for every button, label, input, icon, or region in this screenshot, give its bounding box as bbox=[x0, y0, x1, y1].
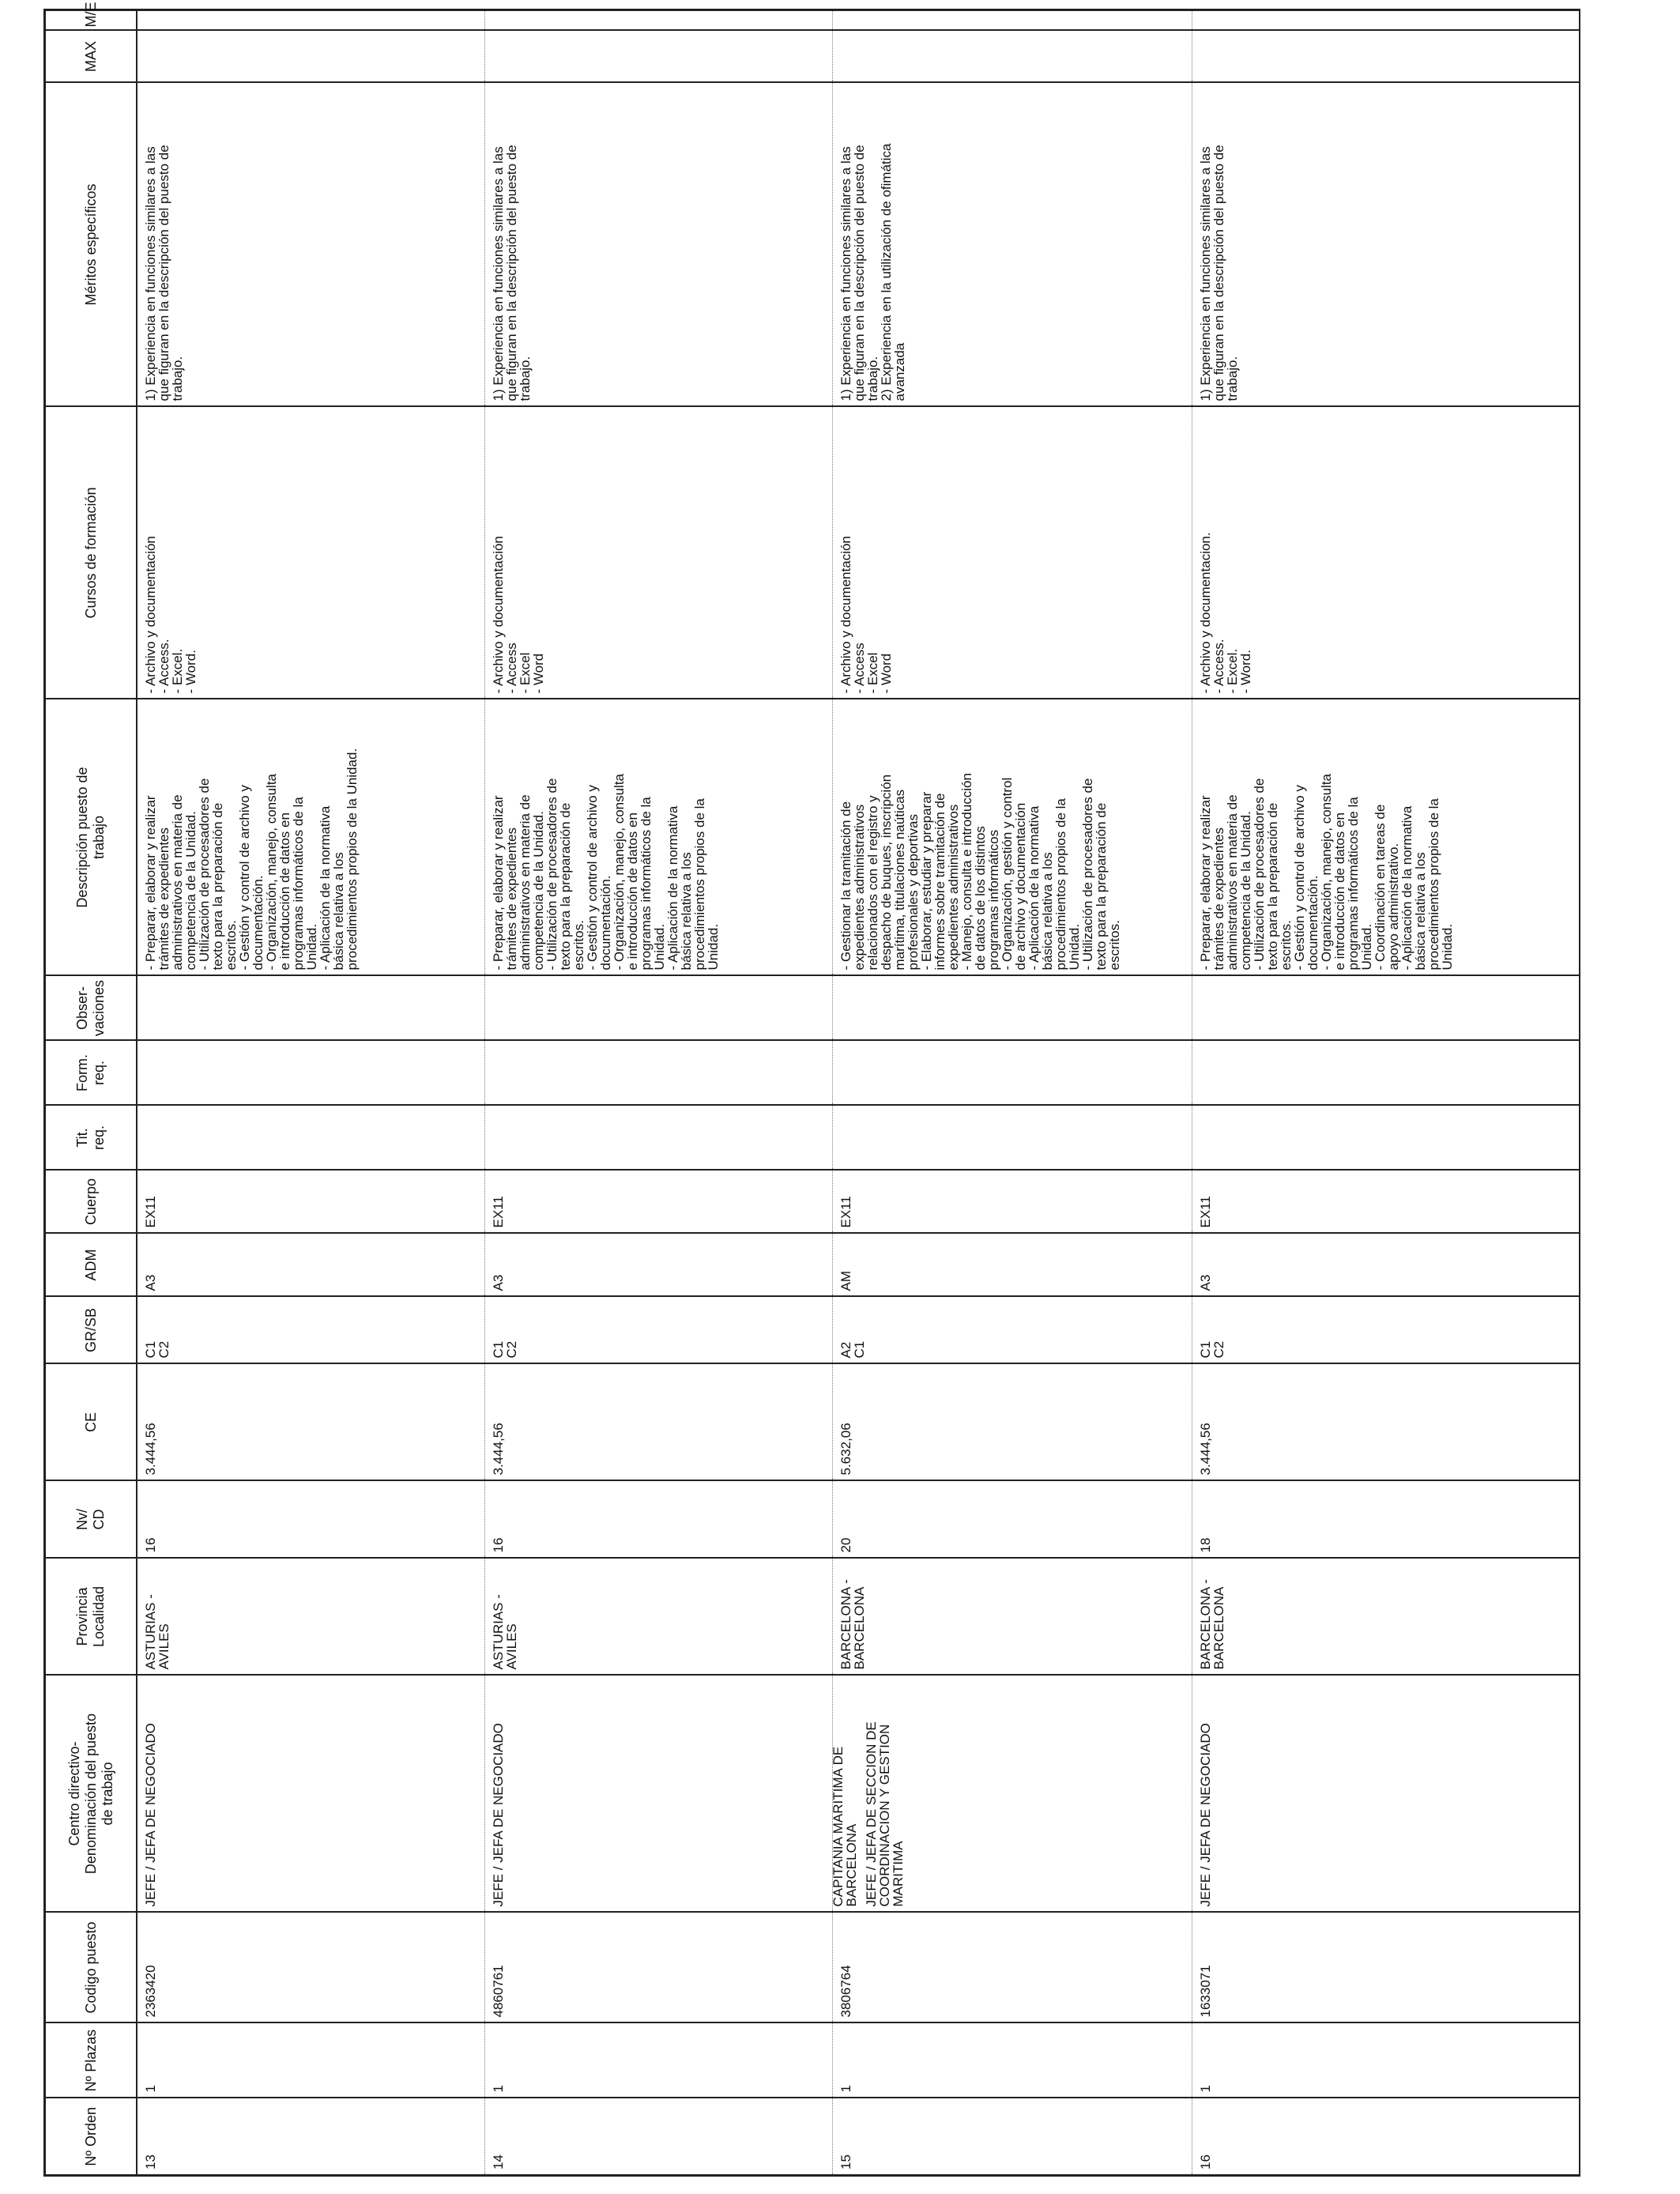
cell-descripcion-line: escritos. bbox=[224, 920, 239, 971]
cell-tit bbox=[484, 1106, 832, 1171]
cell-descripcion-line: - Gestionar la tramitación de bbox=[838, 801, 853, 971]
cell-max bbox=[137, 31, 484, 83]
cell-descripcion-line: marítima, titulaciones naúticas bbox=[891, 789, 907, 971]
cell-provincia-line: BARCELONA bbox=[851, 1586, 867, 1670]
cell-centro-line: MARITIMA bbox=[890, 1841, 906, 1907]
cell-centro-line: JEFE / JEFA DE NEGOCIADO bbox=[490, 1723, 506, 1907]
cell-descripcion-line: Unidad. bbox=[1358, 923, 1374, 971]
cell-descripcion-line: - Coordinación en tareas de bbox=[1372, 804, 1388, 971]
cell-centro-line: JEFE / JEFA DE NEGOCIADO bbox=[143, 1723, 158, 1907]
cell-tit bbox=[137, 1106, 484, 1171]
cell-descripcion-line: - Organización, manejo, consulta bbox=[1318, 773, 1334, 971]
header-observaciones bbox=[45, 976, 137, 1041]
cell-descripcion bbox=[484, 699, 832, 976]
cell-tit bbox=[1192, 1106, 1580, 1171]
header-nv-line: Nv/ bbox=[74, 1509, 90, 1530]
cell-descripcion-line: e introducción de datos en bbox=[1332, 812, 1347, 971]
cell-form bbox=[484, 1041, 832, 1106]
cell-meritos bbox=[484, 83, 832, 407]
cell-descripcion bbox=[1192, 699, 1580, 976]
cell-cursos-line: - Word bbox=[530, 653, 546, 694]
cell-centro-line: JEFE / JEFA DE SECCION DE bbox=[863, 1721, 879, 1907]
cell-orden: 16 bbox=[1192, 2098, 1580, 2176]
cell-descripcion-line: documentación. bbox=[250, 875, 266, 971]
cell-meritos bbox=[137, 83, 484, 407]
header-centro bbox=[45, 1676, 137, 1913]
header-meritos: Méritos específicos bbox=[45, 83, 137, 407]
header-grsb: GR/SB bbox=[45, 1297, 137, 1364]
cell-grsb-line: C1 bbox=[490, 1340, 506, 1359]
cell-nv: 18 bbox=[1192, 1481, 1580, 1559]
cell-cursos-line: - Archivo y documentación bbox=[838, 536, 853, 694]
header-descripcion bbox=[45, 699, 137, 976]
header-me: M/E bbox=[45, 10, 137, 31]
table-row bbox=[1192, 10, 1580, 2176]
cell-plazas: 1 bbox=[137, 2023, 484, 2098]
cell-adm: A3 bbox=[484, 1234, 832, 1297]
header-cursos: Cursos de formación bbox=[45, 407, 137, 699]
cell-descripcion-line: profesionales y deportivas bbox=[905, 813, 921, 971]
cell-centro bbox=[1192, 1676, 1580, 1913]
header-orden: Nº Orden bbox=[45, 2098, 137, 2176]
cell-descripcion-line: texto para la preparación de bbox=[210, 802, 225, 971]
cell-descripcion-line: texto para la preparación de bbox=[1093, 802, 1109, 971]
cell-cursos-line: - Archivo y documentación bbox=[143, 536, 158, 694]
header-cuerpo: Cuerpo bbox=[45, 1171, 137, 1234]
cell-descripcion-line: competencia de la Unidad. bbox=[530, 811, 546, 971]
cell-descripcion-line: Unidad. bbox=[1439, 923, 1455, 971]
cell-descripcion-line: - Utilización de procesadores de bbox=[1251, 778, 1267, 971]
header-codigo: Codigo puesto bbox=[45, 1913, 137, 2023]
cell-descripcion-line: - Organización, manejo, consulta bbox=[264, 773, 279, 971]
table-row bbox=[484, 10, 832, 2176]
cell-centro-directivo-line: BARCELONA bbox=[843, 1823, 859, 1907]
cell-grsb-line: C1 bbox=[851, 1340, 867, 1359]
cell-descripcion-line: - Preparar, elaborar y realizar bbox=[143, 795, 158, 971]
cell-meritos-line: que figuran en la descripción del puesto de bbox=[156, 145, 171, 401]
cell-meritos-line: 1) Experiencia en funciones similares a las bbox=[1197, 146, 1213, 401]
cell-cursos-line: - Access. bbox=[1211, 639, 1226, 694]
cell-meritos-line: que figuran en la descripción del puesto de bbox=[851, 145, 867, 401]
cell-meritos-line: trabajo. bbox=[517, 356, 533, 401]
cell-grsb bbox=[484, 1297, 832, 1364]
cell-descripcion-line: - Aplicación de la normativa bbox=[1399, 805, 1414, 971]
cell-orden: 15 bbox=[832, 2098, 1192, 2176]
cell-cursos-line: - Excel. bbox=[170, 648, 185, 694]
cell-descripcion bbox=[832, 699, 1192, 976]
cell-descripcion-line: trámites de expedientes bbox=[503, 827, 519, 971]
cell-descripcion-line: texto para la preparación de bbox=[1264, 802, 1280, 971]
cell-descripcion-line: administrativos en materia de bbox=[170, 794, 185, 971]
cell-cursos-line: - Access bbox=[503, 643, 519, 694]
cell-meritos-line: que figuran en la descripción del puesto de bbox=[503, 145, 519, 401]
cell-descripcion-line: - Organización, manejo, consulta bbox=[611, 773, 627, 971]
cell-observaciones bbox=[832, 976, 1192, 1041]
cell-plazas: 1 bbox=[832, 2023, 1192, 2098]
cell-cursos bbox=[484, 407, 832, 699]
cell-descripcion-line: - Gestión y control de archivo y bbox=[584, 785, 600, 971]
cell-max bbox=[1192, 31, 1580, 83]
cell-descripcion-line: procedimientos propios de la bbox=[691, 798, 707, 971]
cell-meritos-line: trabajo. bbox=[864, 356, 880, 401]
cell-cuerpo: EX11 bbox=[832, 1171, 1192, 1234]
header-centro-line: de trabajo bbox=[99, 1762, 115, 1826]
cell-descripcion-line: básica relativa a los bbox=[1039, 852, 1055, 971]
cell-cursos-line: - Word bbox=[878, 653, 894, 694]
cell-descripcion-line: procedimientos propios de la bbox=[1426, 798, 1441, 971]
cell-descripcion-line: de archivo y documentación bbox=[1012, 802, 1028, 971]
cell-meritos-line: que figuran en la descripción del puesto de bbox=[1211, 145, 1226, 401]
cell-descripcion-line: competencia de la Unidad. bbox=[1237, 811, 1253, 971]
cell-form bbox=[1192, 1041, 1580, 1106]
cell-descripcion-line: - Preparar, elaborar y realizar bbox=[1197, 795, 1213, 971]
cell-descripcion-line: e introducción de datos en bbox=[277, 812, 292, 971]
cell-cursos-line: - Word. bbox=[1237, 650, 1253, 694]
cell-grsb-line: C1 bbox=[143, 1340, 158, 1359]
cell-ce: 3.444,56 bbox=[137, 1364, 484, 1481]
cell-cursos-line: - Excel bbox=[517, 652, 533, 694]
cell-grsb-line: C2 bbox=[156, 1340, 171, 1359]
cell-codigo: 1633071 bbox=[1192, 1913, 1580, 2023]
cell-grsb-line: C2 bbox=[503, 1340, 519, 1359]
cell-descripcion-line: - Utilización de procesadores de bbox=[1079, 778, 1095, 971]
centro-directivo-block bbox=[831, 1747, 858, 1907]
cell-form bbox=[137, 1041, 484, 1106]
cell-adm: A3 bbox=[137, 1234, 484, 1297]
cell-centro-line: JEFE / JEFA DE NEGOCIADO bbox=[1197, 1723, 1213, 1907]
cell-observaciones bbox=[137, 976, 484, 1041]
job-positions-table bbox=[43, 2, 1580, 2177]
cell-descripcion-line: expedientes administrativos bbox=[945, 804, 961, 971]
cell-me bbox=[484, 10, 832, 31]
cell-descripcion-line: Unidad. bbox=[651, 923, 667, 971]
cell-provincia-line: BARCELONA - bbox=[1197, 1579, 1213, 1670]
cell-descripcion-line: relacionados con el registro y bbox=[864, 795, 880, 971]
cell-descripcion-line: trámites de expedientes bbox=[156, 827, 171, 971]
cell-descripcion-line: - Preparar, elaborar y realizar bbox=[490, 795, 506, 971]
cell-descripcion-line: programas informáticos bbox=[985, 829, 1001, 971]
cell-cursos-line: - Access bbox=[851, 643, 867, 694]
cell-grsb bbox=[137, 1297, 484, 1364]
cell-cursos-line: - Excel bbox=[864, 652, 880, 694]
cell-descripcion-line: Unidad. bbox=[1066, 923, 1082, 971]
rotated-document-sheet bbox=[43, 2, 1580, 2177]
cell-provincia-line: ASTURIAS - bbox=[143, 1594, 158, 1670]
cell-orden: 14 bbox=[484, 2098, 832, 2176]
cell-meritos-line: avanzada bbox=[891, 342, 907, 401]
cell-observaciones bbox=[1192, 976, 1580, 1041]
header-form bbox=[45, 1041, 137, 1106]
header-nv bbox=[45, 1481, 137, 1559]
cell-descripcion-line: trámites de expedientes bbox=[1211, 827, 1226, 971]
cell-me bbox=[1192, 10, 1580, 31]
cell-descripcion-line: competencia de la Unidad. bbox=[183, 811, 198, 971]
cell-cuerpo: EX11 bbox=[137, 1171, 484, 1234]
cell-provincia-line: AVILES bbox=[156, 1623, 171, 1670]
cell-ce: 3.444,56 bbox=[484, 1364, 832, 1481]
header-ce: CE bbox=[45, 1364, 137, 1481]
cell-cuerpo: EX11 bbox=[484, 1171, 832, 1234]
table-row bbox=[832, 10, 1192, 2176]
header-obs-line: vaciones bbox=[91, 979, 107, 1037]
cell-centro-line: COORDINACION Y GESTION bbox=[876, 1724, 892, 1907]
header-plazas: Nº Plazas bbox=[45, 2023, 137, 2098]
cell-meritos-line: trabajo. bbox=[1224, 356, 1240, 401]
cell-descripcion-line: texto para la preparación de bbox=[557, 802, 573, 971]
header-max: MAX bbox=[45, 31, 137, 83]
cell-descripcion-line: de datos de los distintos bbox=[972, 826, 988, 971]
cell-descripcion-line: - Organización, gestión y control bbox=[999, 777, 1015, 971]
cell-provincia bbox=[484, 1559, 832, 1676]
table-row bbox=[137, 10, 484, 2176]
cell-descripcion-line: apoyo administrativo. bbox=[1385, 843, 1401, 971]
table-body bbox=[137, 10, 1580, 2176]
cell-nv: 16 bbox=[137, 1481, 484, 1559]
cell-descripcion-line: - Elaborar, estudiar y preparar bbox=[918, 791, 934, 971]
header-form-line: Form. bbox=[74, 1054, 90, 1091]
cell-descripcion-line: - Gestión y control de archivo y bbox=[237, 785, 252, 971]
header-adm: ADM bbox=[45, 1234, 137, 1297]
cell-descripcion-line: - Gestión y control de archivo y bbox=[1291, 785, 1307, 971]
cell-meritos-line: 1) Experiencia en funciones similares a las bbox=[143, 146, 158, 401]
cell-codigo: 4860761 bbox=[484, 1913, 832, 2023]
cell-me bbox=[137, 10, 484, 31]
cell-meritos-line: 1) Experiencia en funciones similares a las bbox=[490, 146, 506, 401]
cell-meritos bbox=[1192, 83, 1580, 407]
header-provincia-line: Localidad bbox=[91, 1585, 107, 1648]
cell-descripcion-line: administrativos en materia de bbox=[1224, 794, 1240, 971]
cell-descripcion-line: procedimientos propios de la bbox=[1053, 798, 1068, 971]
cell-descripcion-line: básica relativa a los bbox=[331, 852, 346, 971]
cell-descripcion-line: básica relativa a los bbox=[678, 852, 694, 971]
header-provincia bbox=[45, 1559, 137, 1676]
cell-centro-directivo-line: CAPITANIA MARITIMA DE bbox=[830, 1746, 846, 1907]
cell-descripcion-line: documentación. bbox=[1305, 875, 1320, 971]
cell-cursos bbox=[1192, 407, 1580, 699]
cell-centro bbox=[484, 1676, 832, 1913]
cell-descripcion-line: - Aplicación de la normativa bbox=[1026, 805, 1042, 971]
cell-descripcion-line: Unidad. bbox=[705, 923, 721, 971]
cell-meritos-line: 1) Experiencia en funciones similares a las bbox=[838, 146, 853, 401]
cell-grsb-line: C1 bbox=[1197, 1340, 1213, 1359]
cell-descripcion-line: programas informáticos de la bbox=[1345, 797, 1361, 971]
cell-adm: AM bbox=[832, 1234, 1192, 1297]
cell-provincia bbox=[832, 1559, 1192, 1676]
cell-cursos bbox=[137, 407, 484, 699]
cell-provincia-line: ASTURIAS - bbox=[490, 1594, 506, 1670]
cell-adm: A3 bbox=[1192, 1234, 1580, 1297]
cell-provincia bbox=[137, 1559, 484, 1676]
cell-ce: 3.444,56 bbox=[1192, 1364, 1580, 1481]
header-tit bbox=[45, 1106, 137, 1171]
cell-grsb bbox=[1192, 1297, 1580, 1364]
header-centro-line: Denominación del puesto bbox=[82, 1713, 99, 1875]
cell-descripcion-line: escritos. bbox=[1278, 920, 1294, 971]
cell-provincia-line: AVILES bbox=[503, 1623, 519, 1670]
cell-provincia-line: BARCELONA - bbox=[838, 1579, 853, 1670]
cell-orden: 13 bbox=[137, 2098, 484, 2176]
cell-descripcion-line: escritos. bbox=[1106, 920, 1122, 971]
header-tit-line: Tit. bbox=[74, 1128, 90, 1148]
cell-descripcion-line: - Utilización de procesadores de bbox=[544, 778, 559, 971]
cell-descripcion-line: - Manejo, consulta e introducción bbox=[959, 773, 974, 971]
cell-cursos-line: - Archivo y documentación bbox=[490, 536, 506, 694]
cell-me bbox=[832, 10, 1192, 31]
cell-descripcion-line: informes sobre tramitación de bbox=[932, 793, 947, 971]
header-tit-line: req. bbox=[91, 1125, 107, 1151]
cell-descripcion-line: - Aplicación de la normativa bbox=[665, 805, 680, 971]
cell-descripcion-line: - Aplicación de la normativa bbox=[318, 805, 333, 971]
cell-centro bbox=[832, 1676, 1192, 1913]
header-provincia-line: Provincia bbox=[74, 1587, 90, 1646]
cell-descripcion-line: procedimientos propios de la Unidad. bbox=[345, 748, 360, 971]
cell-observaciones bbox=[484, 976, 832, 1041]
cell-grsb bbox=[832, 1297, 1192, 1364]
cell-form bbox=[832, 1041, 1192, 1106]
cell-max bbox=[484, 31, 832, 83]
cell-cursos-line: - Excel. bbox=[1224, 648, 1240, 694]
cell-meritos bbox=[832, 83, 1192, 407]
header-descripcion-line: trabajo bbox=[91, 815, 107, 860]
table-header-row bbox=[45, 10, 137, 2176]
cell-descripcion-line: expedientes administrativos bbox=[851, 804, 867, 971]
cell-descripcion-line: programas informáticos de la bbox=[638, 797, 654, 971]
cell-descripcion-line: despacho de buques, inscripción bbox=[878, 774, 894, 971]
cell-plazas: 1 bbox=[484, 2023, 832, 2098]
header-nv-line: CD bbox=[91, 1509, 107, 1530]
cell-max bbox=[832, 31, 1192, 83]
cell-plazas: 1 bbox=[1192, 2023, 1580, 2098]
cell-tit bbox=[832, 1106, 1192, 1171]
cell-nv: 16 bbox=[484, 1481, 832, 1559]
cell-descripcion-line: escritos. bbox=[571, 920, 586, 971]
cell-descripcion bbox=[137, 699, 484, 976]
cell-descripcion-line: básica relativa a los bbox=[1412, 852, 1428, 971]
cell-codigo: 2363420 bbox=[137, 1913, 484, 2023]
cell-nv: 20 bbox=[832, 1481, 1192, 1559]
cell-provincia-line: BARCELONA bbox=[1211, 1586, 1226, 1670]
cell-meritos-line: 2) Experiencia en la utilización de ofimática bbox=[878, 143, 894, 401]
cell-cursos-line: - Access. bbox=[156, 639, 171, 694]
cell-descripcion-line: Unidad. bbox=[304, 923, 319, 971]
cell-ce: 5.632,06 bbox=[832, 1364, 1192, 1481]
header-form-line: req. bbox=[91, 1060, 107, 1086]
cell-cursos bbox=[832, 407, 1192, 699]
header-descripcion-line: Descripción puesto de bbox=[74, 767, 90, 908]
cell-provincia bbox=[1192, 1559, 1580, 1676]
cell-codigo: 3806764 bbox=[832, 1913, 1192, 2023]
cell-descripcion-line: e introducción de datos en bbox=[624, 812, 640, 971]
cell-cursos-line: - Word. bbox=[183, 650, 198, 694]
cell-grsb-line: A2 bbox=[838, 1341, 853, 1359]
cell-descripcion-line: programas informáticos de la bbox=[291, 797, 306, 971]
cell-descripcion-line: documentación. bbox=[597, 875, 613, 971]
cell-cursos-line: - Archivo y documentacion. bbox=[1197, 532, 1213, 694]
cell-cuerpo: EX11 bbox=[1192, 1171, 1580, 1234]
cell-centro bbox=[137, 1676, 484, 1913]
cell-descripcion-line: - Utilización de procesadores de bbox=[197, 778, 212, 971]
cell-meritos-line: trabajo. bbox=[170, 356, 185, 401]
header-centro-line: Centro directivo- bbox=[66, 1741, 82, 1846]
header-obs-line: Obser- bbox=[74, 986, 90, 1031]
cell-grsb-line: C2 bbox=[1211, 1340, 1226, 1359]
cell-descripcion-line: administrativos en materia de bbox=[517, 794, 533, 971]
